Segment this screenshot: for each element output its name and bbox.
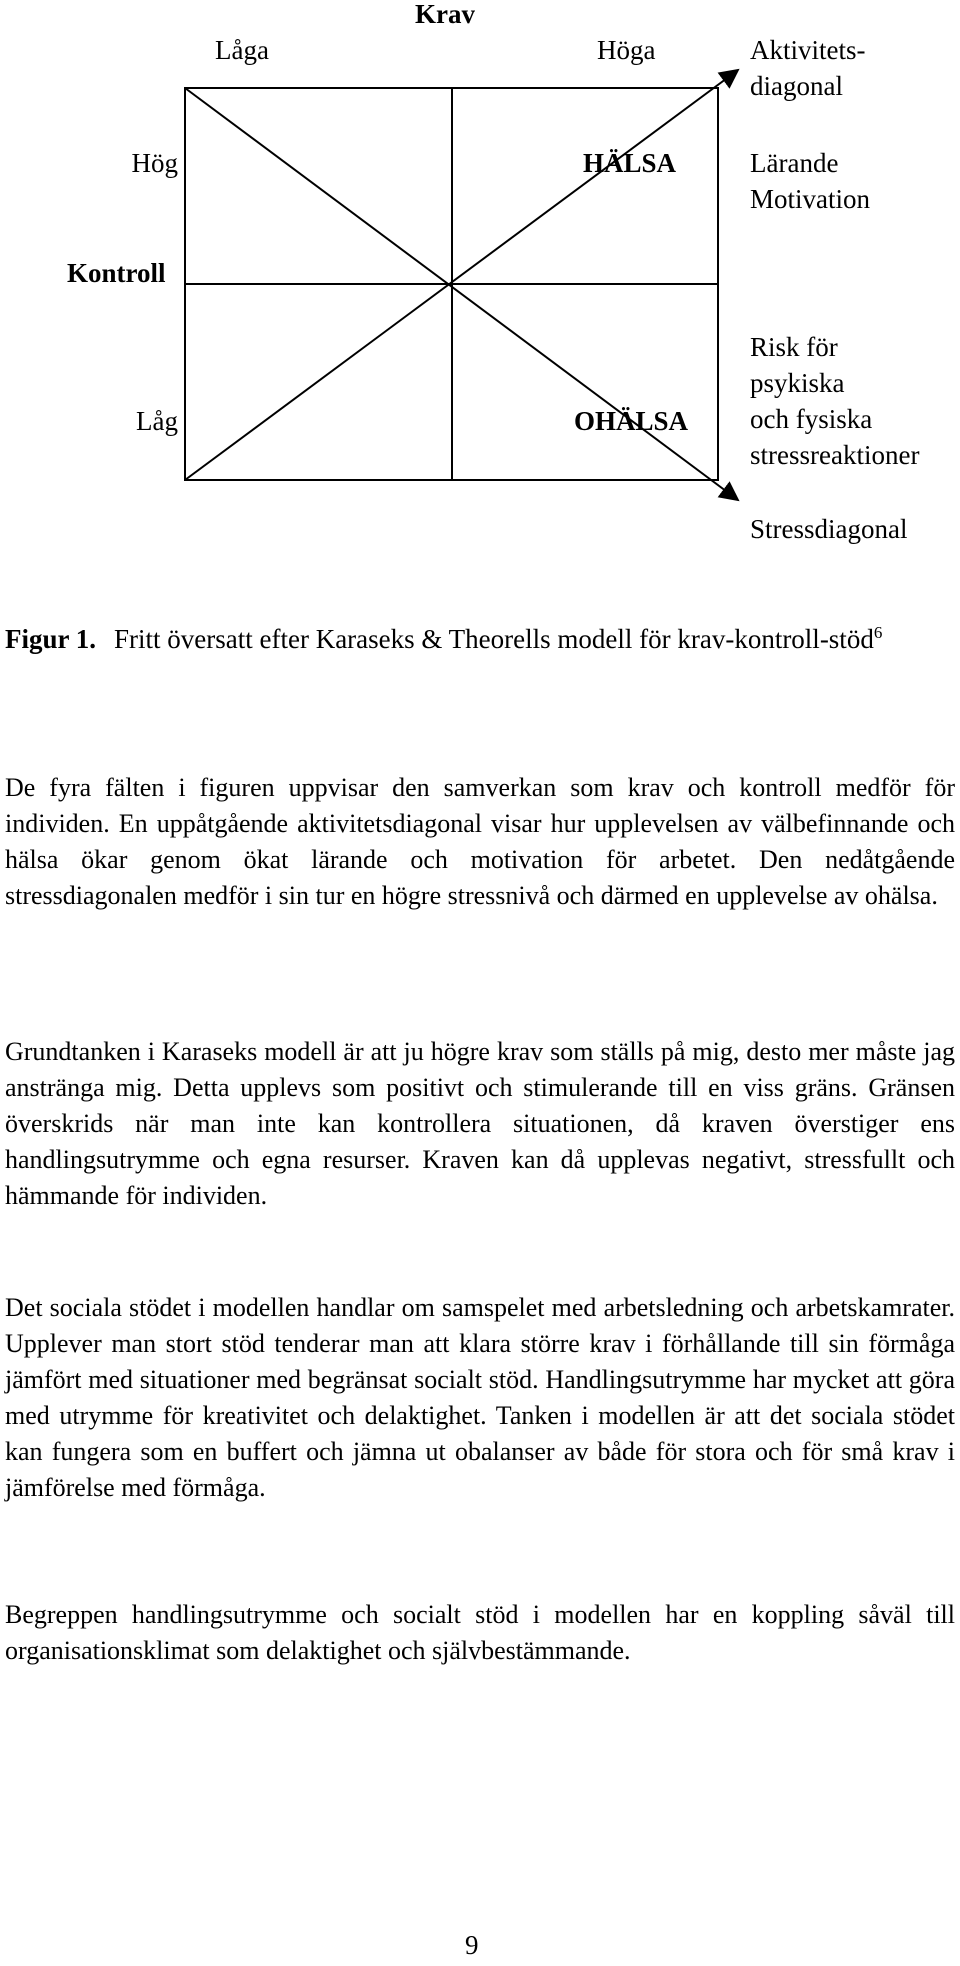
x-axis-low-label: Låga	[215, 35, 269, 65]
activity-diagonal-label-line-2: diagonal	[750, 71, 843, 101]
quadrant-top-right-label: HÄLSA	[583, 148, 677, 178]
y-axis-low-label: Låg	[136, 406, 178, 436]
body-paragraph: Det sociala stödet i modellen handlar om samspelet med arbetsledning och arbetskamrater. Upplever man stort stöd tenderar man att klara större krav i förhållande till sin förmåga jämfört med situationer med begränsat socialt stöd. Handlingsutrymme har mycket att göra med utrymme för kreativitet och delaktighet. Tanken i modellen är att det sociala stödet kan fungera som en buffert och jämna ut obalanser av både för stora och för små krav i jämförelse med förmåga.	[5, 1293, 955, 1502]
stress-outcome-line-1: Risk för	[750, 332, 838, 362]
caption-label: Figur 1.	[5, 624, 97, 654]
diagram-title: Krav	[415, 0, 475, 29]
activity-outcome-line-1: Lärande	[750, 148, 839, 178]
stress-outcome-line-3: och fysiska	[750, 404, 873, 434]
activity-outcome-line-2: Motivation	[750, 184, 870, 214]
figure-caption	[5, 620, 955, 658]
y-axis-high-label: Hög	[131, 148, 178, 178]
page-number: 9	[465, 1930, 479, 1960]
caption-text: Fritt översatt efter Karaseks & Theorells modell för krav-kontroll-stöd	[114, 624, 874, 654]
quadrant-bottom-right-label: OHÄLSA	[574, 406, 689, 436]
body-paragraph: De fyra fälten i figuren uppvisar den samverkan som krav och kontroll medför för individen. En uppåtgående aktivitetsdiagonal visar hur upplevelsen av välbefinnande och hälsa ökar genom ökat lärande och motivation för arbetet. Den nedåtgående stressdiagonalen medför i sin tur en högre stressnivå och därmed en upplevelse av ohälsa.	[5, 773, 955, 910]
x-axis-high-label: Höga	[597, 35, 656, 65]
y-axis-title: Kontroll	[67, 258, 166, 288]
body-paragraph: Grundtanken i Karaseks modell är att ju högre krav som ställs på mig, desto mer måste jag anstränga mig. Detta upplevs som positivt och stimulerande till en viss gräns. Gränsen överskrids när man inte kan kontrollera situationen, då kraven överstiger ens handlingsutrymme och egna resurser. Kraven kan då upplevas negativt, stressfullt och hämmande för individen.	[5, 1037, 955, 1210]
stress-diagonal-label: Stressdiagonal	[750, 514, 908, 544]
stress-outcome-line-2: psykiska	[750, 368, 845, 398]
activity-diagonal-label-line-1: Aktivitets-	[750, 35, 866, 65]
stress-outcome-line-4: stressreaktioner	[750, 440, 920, 470]
caption-footnote-ref: 6	[873, 623, 883, 642]
body-paragraph: Begreppen handlingsutrymme och socialt stöd i modellen har en koppling såväl till organisationsklimat som delaktighet och självbestämmande.	[5, 1600, 955, 1665]
